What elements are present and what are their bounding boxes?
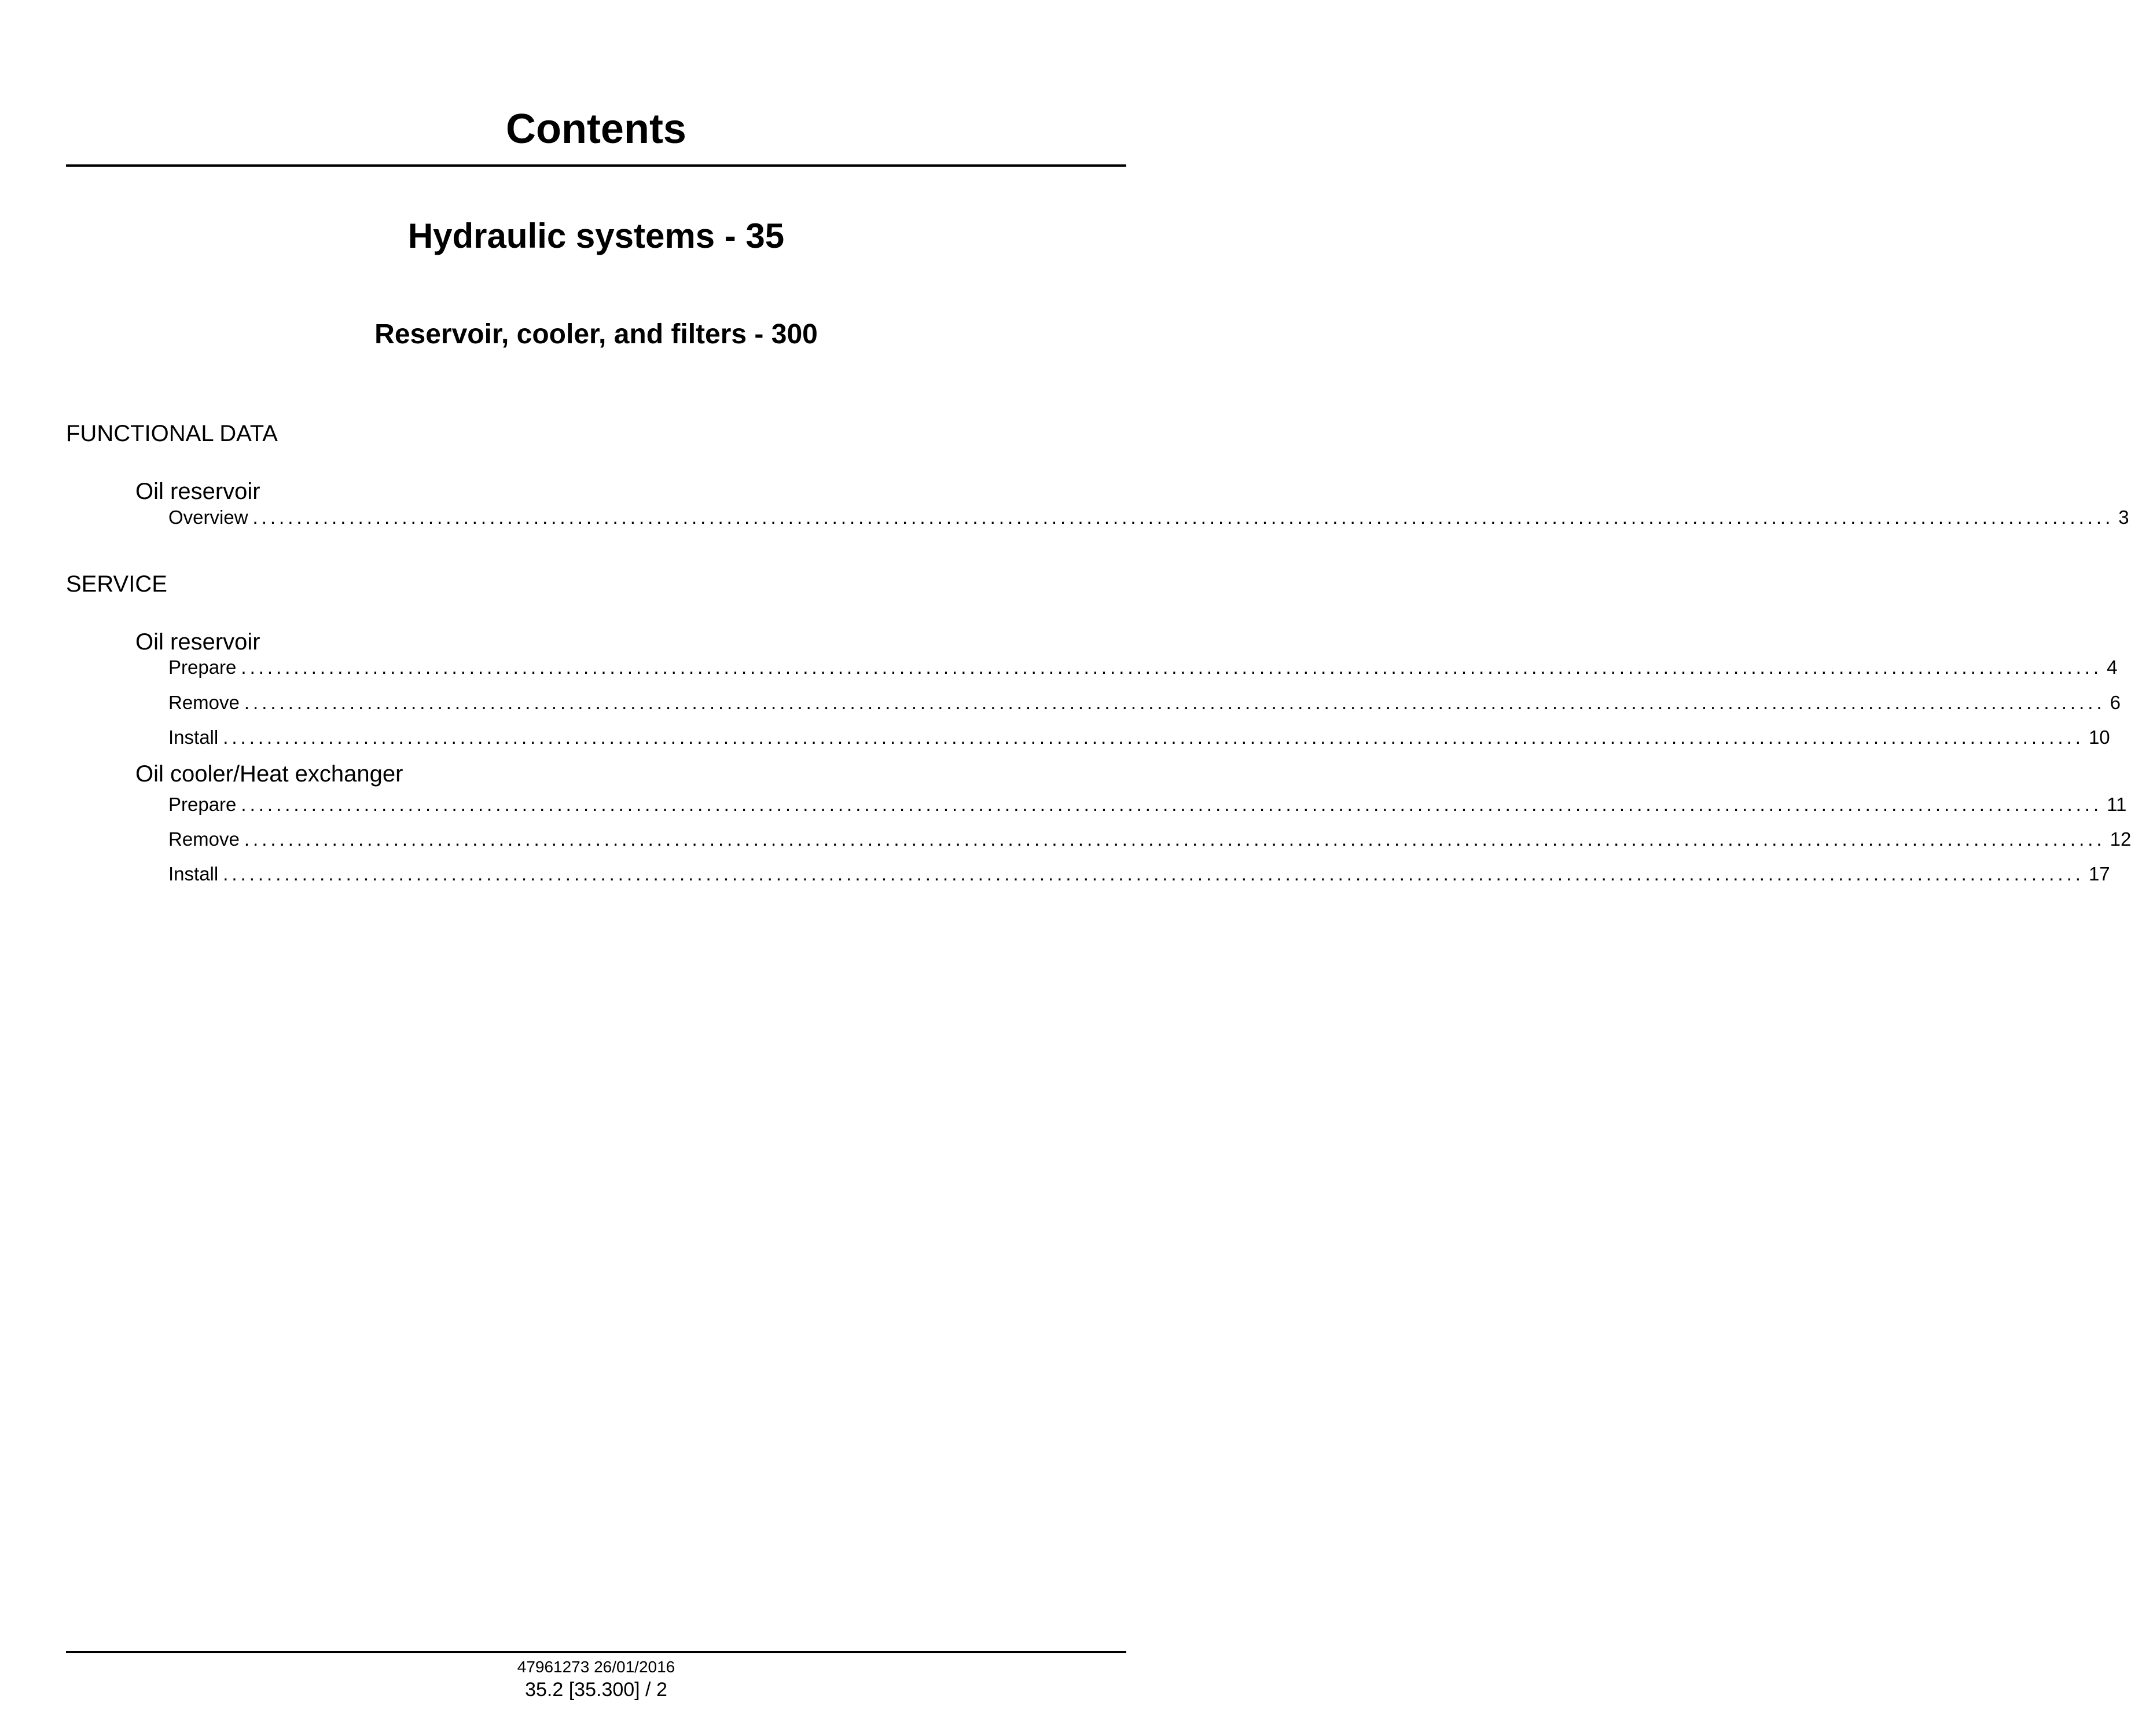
toc-page-number: 11 bbox=[2107, 794, 2127, 815]
toc-entry-install[interactable] bbox=[168, 725, 2110, 750]
toc-page-number: 10 bbox=[2088, 726, 2110, 748]
toc-entry-label: Remove bbox=[168, 828, 240, 850]
toc-entry-prepare[interactable] bbox=[168, 655, 2118, 680]
toc-dot-leader: .................................................................................................................................................................................................................... bbox=[241, 794, 2103, 815]
page-title: Contents bbox=[506, 106, 686, 152]
toc-dot-leader: .................................................................................................................................................................................................................... bbox=[223, 863, 2084, 884]
toc-dot-leader: .................................................................................................................................................................................................................... bbox=[244, 828, 2106, 850]
toc-entry-label: Overview bbox=[168, 507, 248, 528]
toc-entry-overview[interactable] bbox=[168, 505, 2129, 530]
toc-entry-label: Remove bbox=[168, 692, 240, 713]
toc-entry-label: Install bbox=[168, 726, 219, 748]
group-title-oil-reservoir: Oil reservoir bbox=[135, 479, 260, 504]
toc-entry-remove[interactable] bbox=[168, 690, 2121, 715]
category-service: SERVICE bbox=[66, 571, 167, 597]
toc-entry-label: Prepare bbox=[168, 794, 237, 815]
toc-page-number: 4 bbox=[2107, 656, 2118, 678]
toc-page-number: 12 bbox=[2110, 828, 2131, 850]
toc-dot-leader: .................................................................................................................................................................................................................... bbox=[223, 726, 2084, 748]
footer-divider bbox=[66, 1651, 1126, 1653]
toc-dot-leader: .................................................................................................................................................................................................................... bbox=[252, 507, 2114, 528]
toc-entry-label: Prepare bbox=[168, 656, 237, 678]
toc-entry-prepare[interactable] bbox=[168, 792, 2127, 817]
toc-entry-label: Install bbox=[168, 863, 219, 884]
toc-page-number: 6 bbox=[2110, 692, 2121, 713]
footer-page-reference: 35.2 [35.300] / 2 bbox=[525, 1679, 667, 1701]
toc-entry-install[interactable] bbox=[168, 861, 2110, 887]
group-title-oil-reservoir: Oil reservoir bbox=[135, 629, 260, 655]
subsection-title: Reservoir, cooler, and filters - 300 bbox=[374, 319, 818, 350]
toc-entry-remove[interactable] bbox=[168, 827, 2131, 852]
footer-doc-reference: 47961273 26/01/2016 bbox=[517, 1658, 675, 1676]
header-divider bbox=[66, 164, 1126, 167]
toc-dot-leader: .................................................................................................................................................................................................................... bbox=[244, 692, 2106, 713]
toc-page-number: 17 bbox=[2088, 863, 2110, 884]
section-title: Hydraulic systems - 35 bbox=[407, 216, 785, 255]
category-functional-data: FUNCTIONAL DATA bbox=[66, 421, 278, 446]
group-title-oil-cooler-heat-exchanger: Oil cooler/Heat exchanger bbox=[135, 761, 403, 787]
toc-dot-leader: .................................................................................................................................................................................................................... bbox=[241, 656, 2103, 678]
toc-page-number: 3 bbox=[2118, 507, 2129, 528]
